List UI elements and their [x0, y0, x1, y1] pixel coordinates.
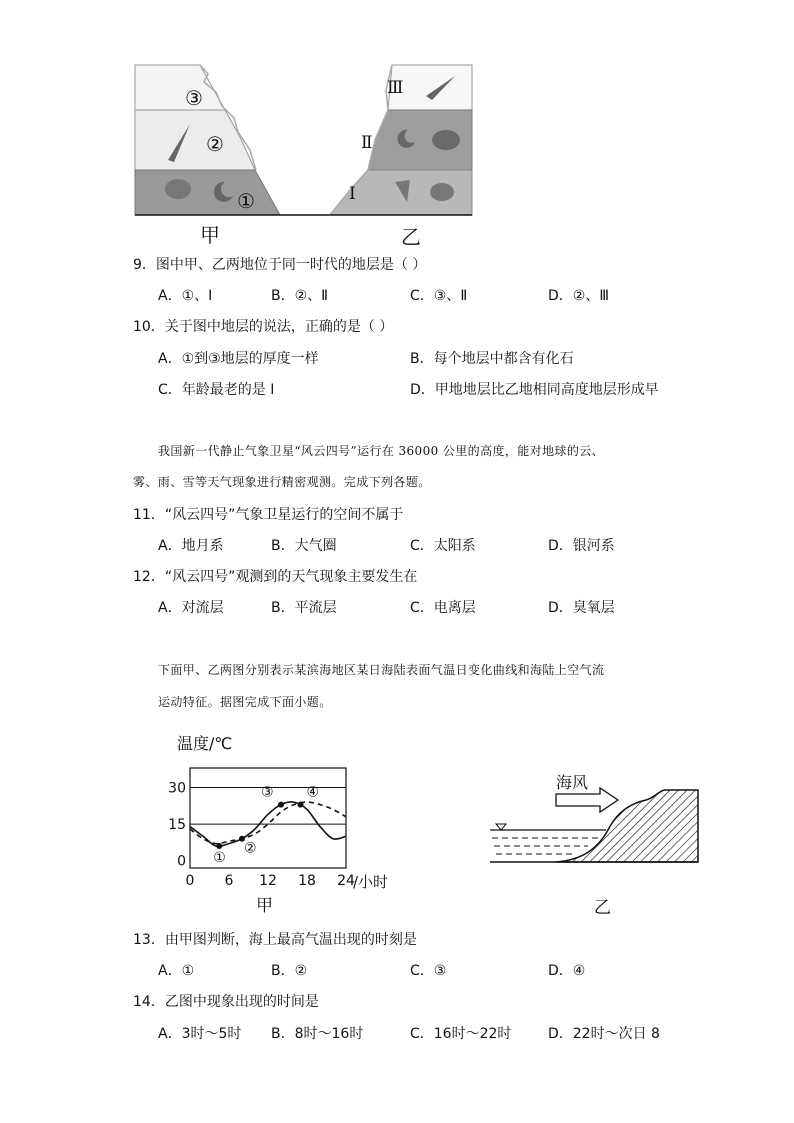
question-11-option-a[interactable]: A．地月系	[158, 538, 224, 554]
strata-label-III: Ⅲ	[387, 78, 404, 98]
question-13-stem: 13．由甲图判断，海上最高气温出现的时刻是	[133, 932, 417, 948]
sea-wind-label: 海风	[556, 773, 589, 792]
passage-1-line-1: 我国新一代静止气象卫星“风云四号”运行在 36000 公里的高度，能对地球的云、	[158, 444, 605, 458]
chart-x-tick-label: 12	[259, 873, 277, 889]
shell-fossil-icon	[432, 130, 460, 150]
question-9-option-c[interactable]: C．③、Ⅱ	[410, 288, 468, 304]
chart-ylabel: 温度/℃	[177, 734, 233, 753]
chart-y-tick-label: 15	[168, 817, 186, 834]
question-13-option-c[interactable]: C．③	[410, 963, 447, 979]
strata-figure	[130, 62, 480, 247]
question-9-stem: 9．图中甲、乙两地位于同一时代的地层是（ ）	[133, 257, 427, 273]
chart-point-label: ①	[213, 850, 226, 867]
chart-point	[298, 802, 304, 808]
passage-2-line-1: 下面甲、乙两图分别表示某滨海地区某日海陆表面气温日变化曲线和海陆上空气流	[158, 663, 605, 677]
chart-y-tick-label: 0	[177, 853, 186, 870]
shell-fossil-icon	[430, 183, 454, 201]
question-12-option-d[interactable]: D．臭氧层	[548, 600, 615, 616]
chart-point-label: ③	[261, 784, 274, 801]
chart-point-label: ④	[306, 784, 320, 801]
chart-y-tick-label: 30	[168, 780, 186, 797]
question-11-option-b[interactable]: B．大气圈	[271, 538, 337, 554]
strata-caption-left: 甲	[200, 223, 220, 247]
question-12-option-c[interactable]: C．电离层	[410, 600, 476, 616]
question-14-option-c[interactable]: C．16时～22时	[410, 1026, 512, 1042]
question-12-option-a[interactable]: A．对流层	[158, 600, 224, 616]
sea-wind-figure	[488, 768, 703, 868]
chart-x-tick-label: 18	[298, 873, 316, 889]
chart-point-label: ②	[244, 840, 257, 857]
chart-x-tick-label: 24	[337, 873, 355, 889]
chart-x-tick-label: 6	[224, 873, 234, 889]
chart-point	[216, 843, 222, 849]
question-14-stem: 14．乙图中现象出现的时间是	[133, 994, 319, 1010]
strata-label-II: Ⅱ	[361, 133, 373, 153]
question-9-option-d[interactable]: D．②、Ⅲ	[548, 288, 609, 304]
chart-point	[278, 802, 284, 808]
question-10-option-a[interactable]: A．①到③地层的厚度一样	[158, 351, 319, 367]
question-10-option-c[interactable]: C．年龄最老的是 I	[158, 382, 275, 398]
question-13-option-d[interactable]: D．④	[548, 963, 586, 979]
water-level-icon	[496, 824, 506, 830]
question-10-option-b[interactable]: B．每个地层中都含有化石	[410, 351, 574, 367]
shell-fossil-icon	[165, 179, 191, 199]
chart-series-line-dashed	[190, 802, 346, 844]
strata-label-3: ③	[185, 86, 203, 110]
question-9-option-a[interactable]: A．①、I	[158, 288, 213, 304]
question-12-option-b[interactable]: B．平流层	[271, 600, 337, 616]
strata-label-I: I	[349, 184, 356, 204]
question-14-option-a[interactable]: A．3时～5时	[158, 1026, 242, 1042]
passage-1-line-2: 雾、雨、雪等天气现象进行精密观测。完成下列各题。	[133, 475, 431, 489]
question-13-option-b[interactable]: B．②	[271, 963, 308, 979]
question-10-stem: 10．关于图中地层的说法，正确的是（ ）	[133, 319, 394, 335]
strata-caption-right: 乙	[401, 225, 421, 249]
question-12-stem: 12．“风云四号”观测到的天气现象主要发生在	[133, 569, 418, 585]
question-14-option-b[interactable]: B．8时～16时	[271, 1026, 364, 1042]
question-13-option-a[interactable]: A．①	[158, 963, 195, 979]
sea-wind-caption: 乙	[594, 898, 611, 918]
chart-xlabel: /小时	[353, 873, 389, 891]
chart-x-tick-label: 0	[185, 873, 195, 889]
question-9-option-b[interactable]: B．②、Ⅱ	[271, 288, 329, 304]
strata-label-1: ①	[237, 189, 255, 213]
question-11-option-d[interactable]: D．银河系	[548, 538, 615, 554]
question-10-option-d[interactable]: D．甲地地层比乙地相同高度地层形成早	[410, 382, 659, 398]
question-14-option-d[interactable]: D．22时～次日 8	[548, 1026, 660, 1042]
question-11-stem: 11．“风云四号”气象卫星运行的空间不属于	[133, 507, 404, 523]
chart-caption: 甲	[256, 896, 273, 916]
question-11-option-c[interactable]: C．太阳系	[410, 538, 476, 554]
strata-label-2: ②	[206, 132, 224, 156]
passage-2-line-2: 运动特征。据图完成下面小题。	[158, 695, 332, 709]
